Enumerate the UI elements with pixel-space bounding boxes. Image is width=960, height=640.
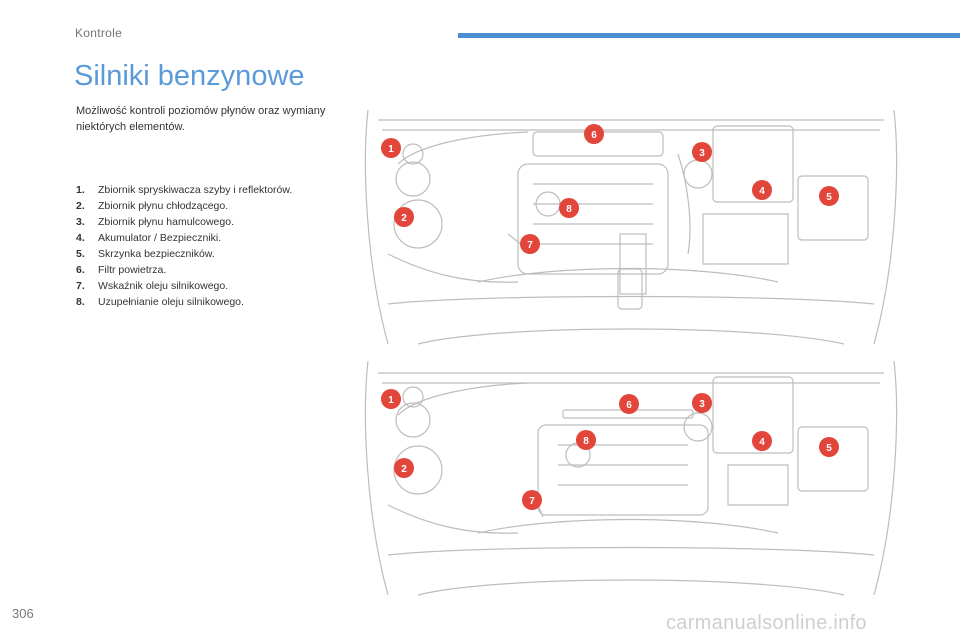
badge-1: 1 (388, 144, 394, 155)
intro-text: Możliwość kontroli poziomów płynów oraz wymiany niektórych elementów. (76, 105, 326, 133)
legend-number: 1. (76, 184, 85, 196)
section-bar (458, 33, 960, 38)
legend-item (76, 214, 292, 230)
watermark: carmanualsonline.info (666, 612, 867, 634)
legend-text: Akumulator / Bezpieczniki. (98, 232, 222, 244)
badge-6: 6 (591, 130, 597, 141)
legend-number: 4. (76, 232, 85, 244)
section-label: Kontrole (75, 26, 123, 40)
legend-item (76, 262, 292, 278)
legend-item (76, 230, 292, 246)
legend-item (76, 294, 292, 310)
badge-8: 8 (566, 204, 572, 215)
legend-number: 2. (76, 200, 85, 212)
badge-3: 3 (699, 399, 705, 410)
page-number: 306 (12, 606, 34, 621)
legend-item (76, 182, 292, 198)
legend-text: Filtr powietrza. (98, 264, 167, 276)
badge-8: 8 (583, 436, 589, 447)
badge-1: 1 (388, 395, 394, 406)
badge-3: 3 (699, 148, 705, 159)
legend-number: 6. (76, 264, 85, 276)
engine-illustration-bottom (358, 355, 904, 599)
legend-number: 5. (76, 248, 85, 260)
badge-7: 7 (529, 496, 535, 507)
page-title: Silniki benzynowe (74, 60, 305, 92)
legend-number: 7. (76, 280, 85, 292)
legend-text: Zbiornik spryskiwacza szyby i reflektorów. (98, 184, 293, 196)
engine-bay-drawing (358, 104, 904, 348)
legend-text: Zbiornik płynu hamulcowego. (98, 216, 234, 228)
badge-6: 6 (626, 400, 632, 411)
legend-item (76, 278, 292, 294)
engine-bay-drawing (358, 355, 904, 599)
legend-list (76, 182, 292, 310)
legend-text: Skrzynka bezpieczników. (98, 248, 215, 260)
badge-5: 5 (826, 192, 832, 203)
badge-4: 4 (759, 186, 765, 197)
legend-text: Uzupełnianie oleju silnikowego. (98, 296, 244, 308)
badge-2: 2 (401, 464, 407, 475)
legend-number: 8. (76, 296, 85, 308)
legend-text: Zbiornik płynu chłodzącego. (98, 200, 229, 212)
badge-4: 4 (759, 437, 765, 448)
legend-text: Wskaźnik oleju silnikowego. (98, 280, 229, 292)
badge-5: 5 (826, 443, 832, 454)
legend-number: 3. (76, 216, 85, 228)
badge-2: 2 (401, 213, 407, 224)
legend-item (76, 198, 292, 214)
engine-illustration-top (358, 104, 904, 348)
legend-item (76, 246, 292, 262)
badge-7: 7 (527, 240, 533, 251)
